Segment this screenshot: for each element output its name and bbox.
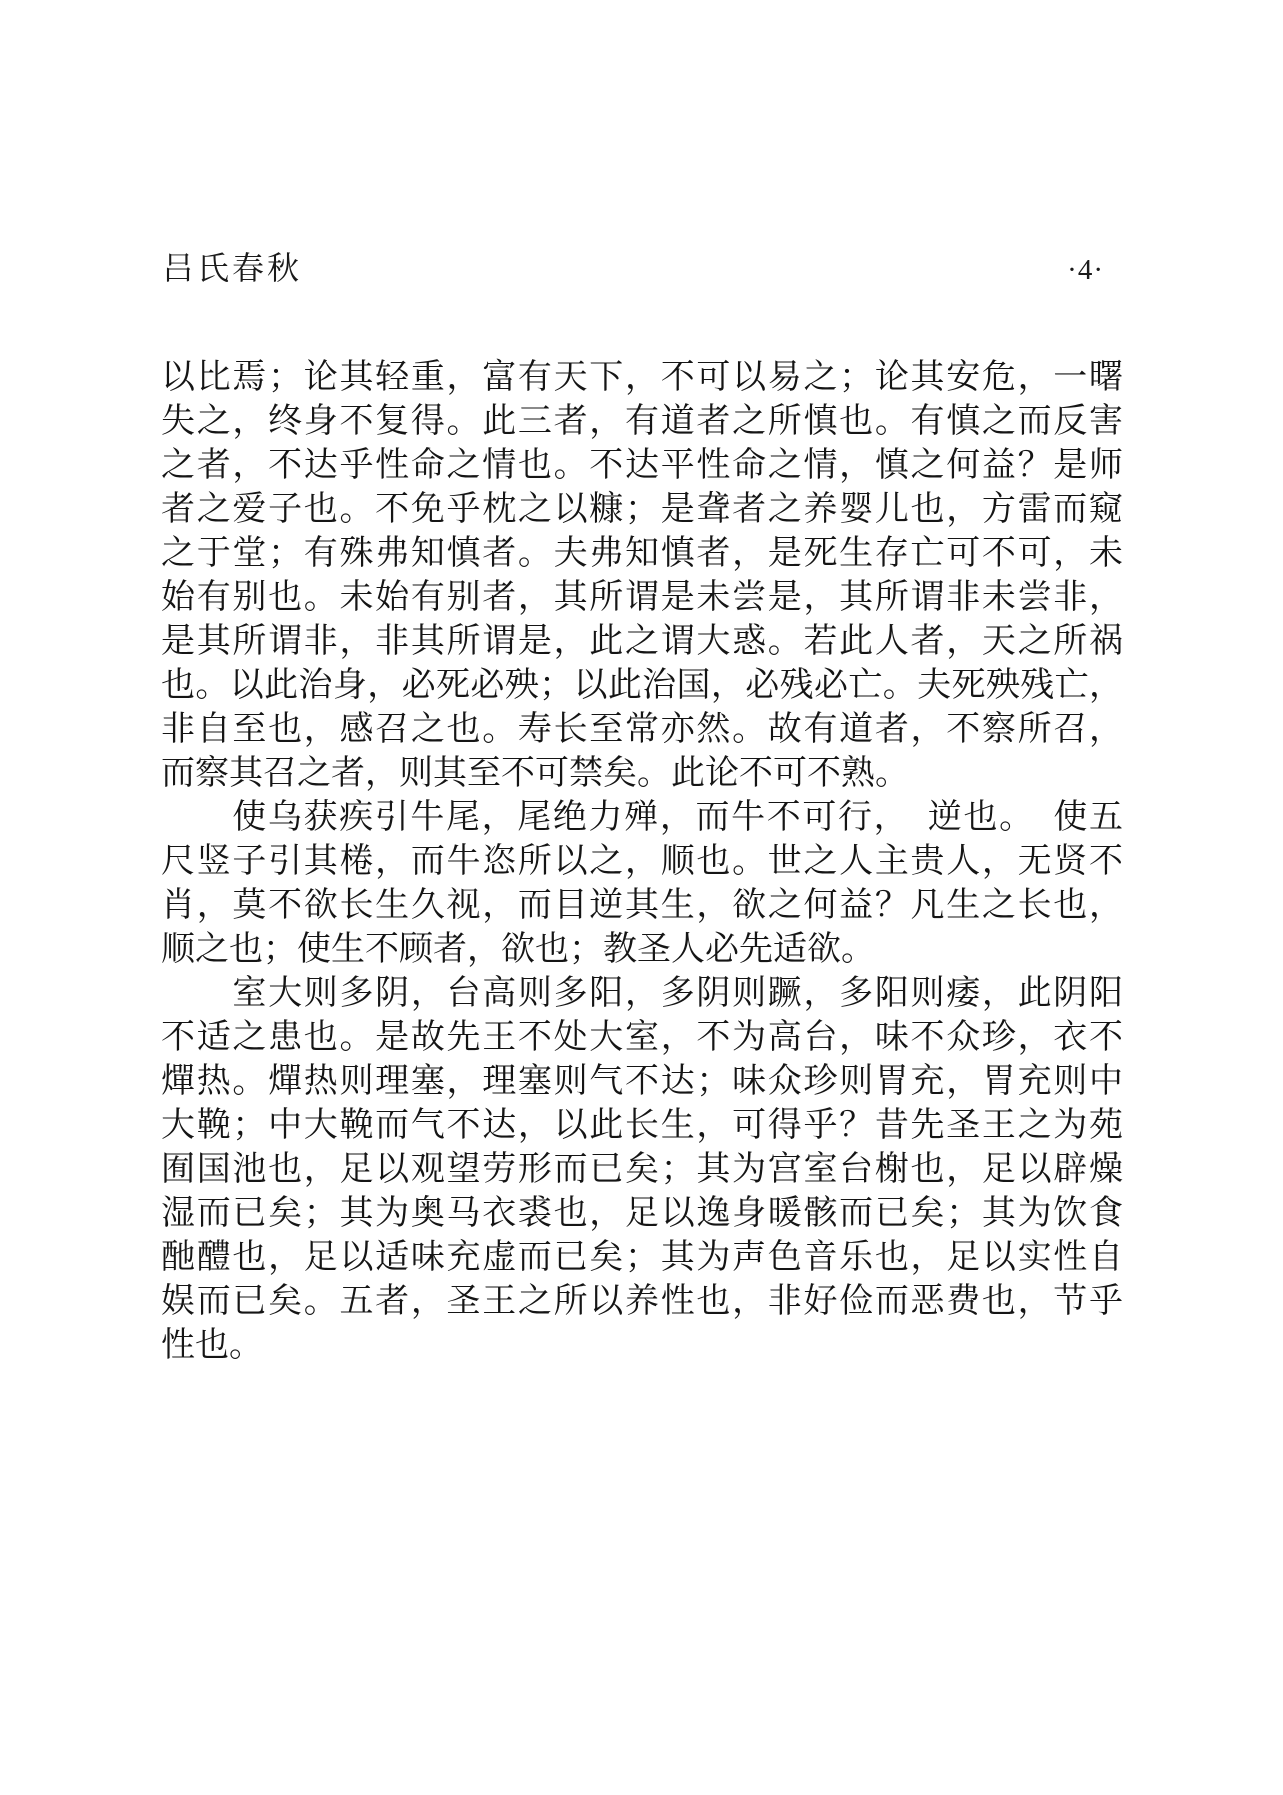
text-line: 之者，不达乎性命之情也。不达平性命之情，慎之何益？是师 [161, 447, 1123, 484]
text-line: 始有别也。未始有别者，其所谓是未尝是，其所谓非未尝非， [161, 579, 1123, 616]
text-line: 者之爱子也。不免乎枕之以糠；是聋者之养婴儿也，方雷而窥 [161, 491, 1123, 528]
text-line: 湿而已矣；其为奥马衣裘也，足以逸身暖骸而已矣；其为饮食 [161, 1195, 1123, 1232]
text-line: 酏醴也，足以适味充虚而已矣；其为声色音乐也，足以实性自 [161, 1239, 1123, 1276]
text-line: 性也。 [161, 1327, 263, 1364]
text-line: 而察其召之者，则其至不可禁矣。此论不可不熟。 [161, 755, 909, 792]
paragraph [161, 972, 1123, 1368]
text-line: 尺竖子引其棬，而牛恣所以之，顺也。世之人主贵人，无贤不 [161, 843, 1123, 880]
book-title: 吕氏春秋 [162, 250, 303, 286]
running-header [162, 248, 1122, 290]
page-number: ·4· [1067, 254, 1104, 286]
paragraph [161, 796, 1123, 972]
text-line: 以比焉；论其轻重，富有天下，不可以易之；论其安危，一曙 [161, 359, 1123, 396]
text-line: 囿国池也，足以观望劳形而已矣；其为宫室台榭也，足以辟燥 [161, 1151, 1123, 1188]
text-line: 不适之患也。是故先王不处大室，不为高台，味不众珍，衣不 [161, 1019, 1123, 1056]
text-line: 是其所谓非，非其所谓是，此之谓大惑。若此人者，天之所祸 [161, 623, 1123, 660]
text-line: 大鞔；中大鞔而气不达，以此长生，可得乎？昔先圣王之为苑 [161, 1107, 1123, 1144]
text-line: 也。以此治身，必死必殃；以此治国，必残必亡。夫死殃残亡， [161, 667, 1123, 704]
text-line: 非自至也，感召之也。寿长至常亦然。故有道者，不察所召， [161, 711, 1123, 748]
text-line: 肖，莫不欲长生久视，而目逆其生，欲之何益？凡生之长也， [161, 887, 1123, 924]
paragraph [161, 356, 1123, 796]
page-body [161, 356, 1123, 1368]
text-line: 燀热。燀热则理塞，理塞则气不达；味众珍则胃充，胃充则中 [161, 1063, 1123, 1100]
text-line: 使乌获疾引牛尾，尾绝力殚，而牛不可行， 逆也。 使五 [161, 799, 1123, 836]
text-line: 顺之也；使生不顾者，欲也；教圣人必先适欲。 [161, 931, 875, 968]
text-line: 娱而已矣。五者，圣王之所以养性也，非好俭而恶费也，节乎 [161, 1283, 1123, 1320]
text-line: 室大则多阴，台高则多阳，多阴则蹶，多阳则痿，此阴阳 [161, 975, 1123, 1012]
text-line: 之于堂；有殊弗知慎者。夫弗知慎者，是死生存亡可不可，未 [161, 535, 1123, 572]
text-line: 失之，终身不复得。此三者，有道者之所慎也。有慎之而反害 [161, 403, 1123, 440]
